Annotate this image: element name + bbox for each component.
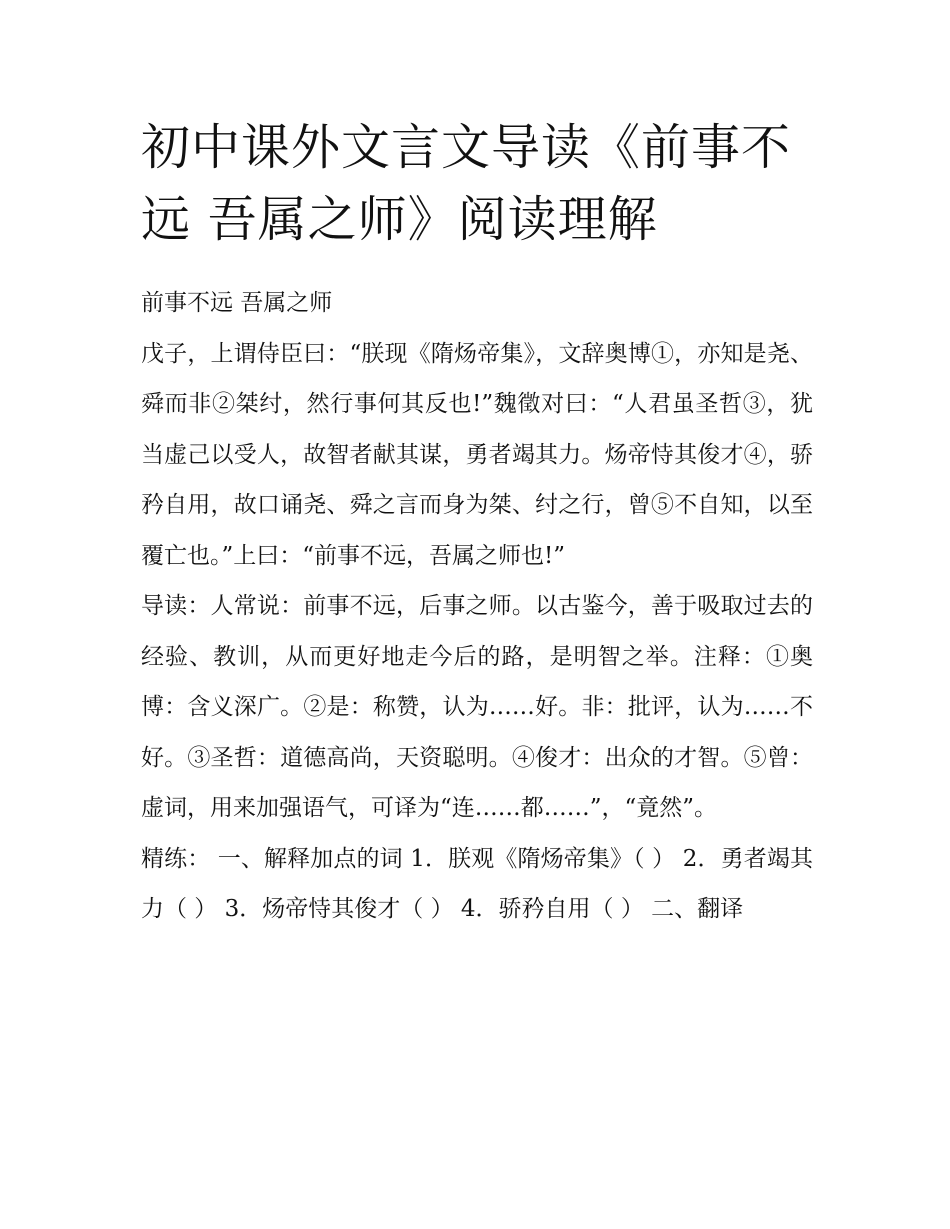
guide-text: 导读：人常说：前事不远，后事之师。以古鉴今，善于吸取过去的经验、教训，从而更好地走今后的路，是明智之举。注释：①奥博：含义深广。②是：称赞，认为……好。非：批评，认为……不好。③圣哲：道德高尚，天资聪明。④俊才：出众的才智。⑤曾：虚词，用来加强语气，可译为“连……都……”，“竟然”。 bbox=[141, 593, 813, 821]
passage-subtitle: 前事不远 吾属之师 bbox=[141, 290, 333, 316]
passage-text: 戊子，上谓侍臣曰：“朕现《隋炀帝集》，文辞奥博①，亦知是尧、舜而非②桀纣，然行事何其反也!”魏徵对曰：“人君虽圣哲③，犹当虚己以受人，故智者献其谋，勇者竭其力。炀帝恃其俊才④，骄矜自用，故口诵尧、舜之言而身为桀、纣之行，曾⑤不自知，以至覆亡也。”上曰：“前事不远，吾属之师也!” bbox=[141, 340, 813, 569]
document-page bbox=[141, 112, 813, 935]
document-title: 初中课外文言文导读《前事不远 吾属之师》阅读理解 bbox=[141, 119, 792, 248]
exercise-text: 精练： 一、解释加点的词 1．朕观《隋炀帝集》（ ） 2．勇者竭其力（ ） 3．炀帝恃其俊才（ ） 4．骄矜自用（ ） 二、翻译 bbox=[141, 845, 813, 922]
